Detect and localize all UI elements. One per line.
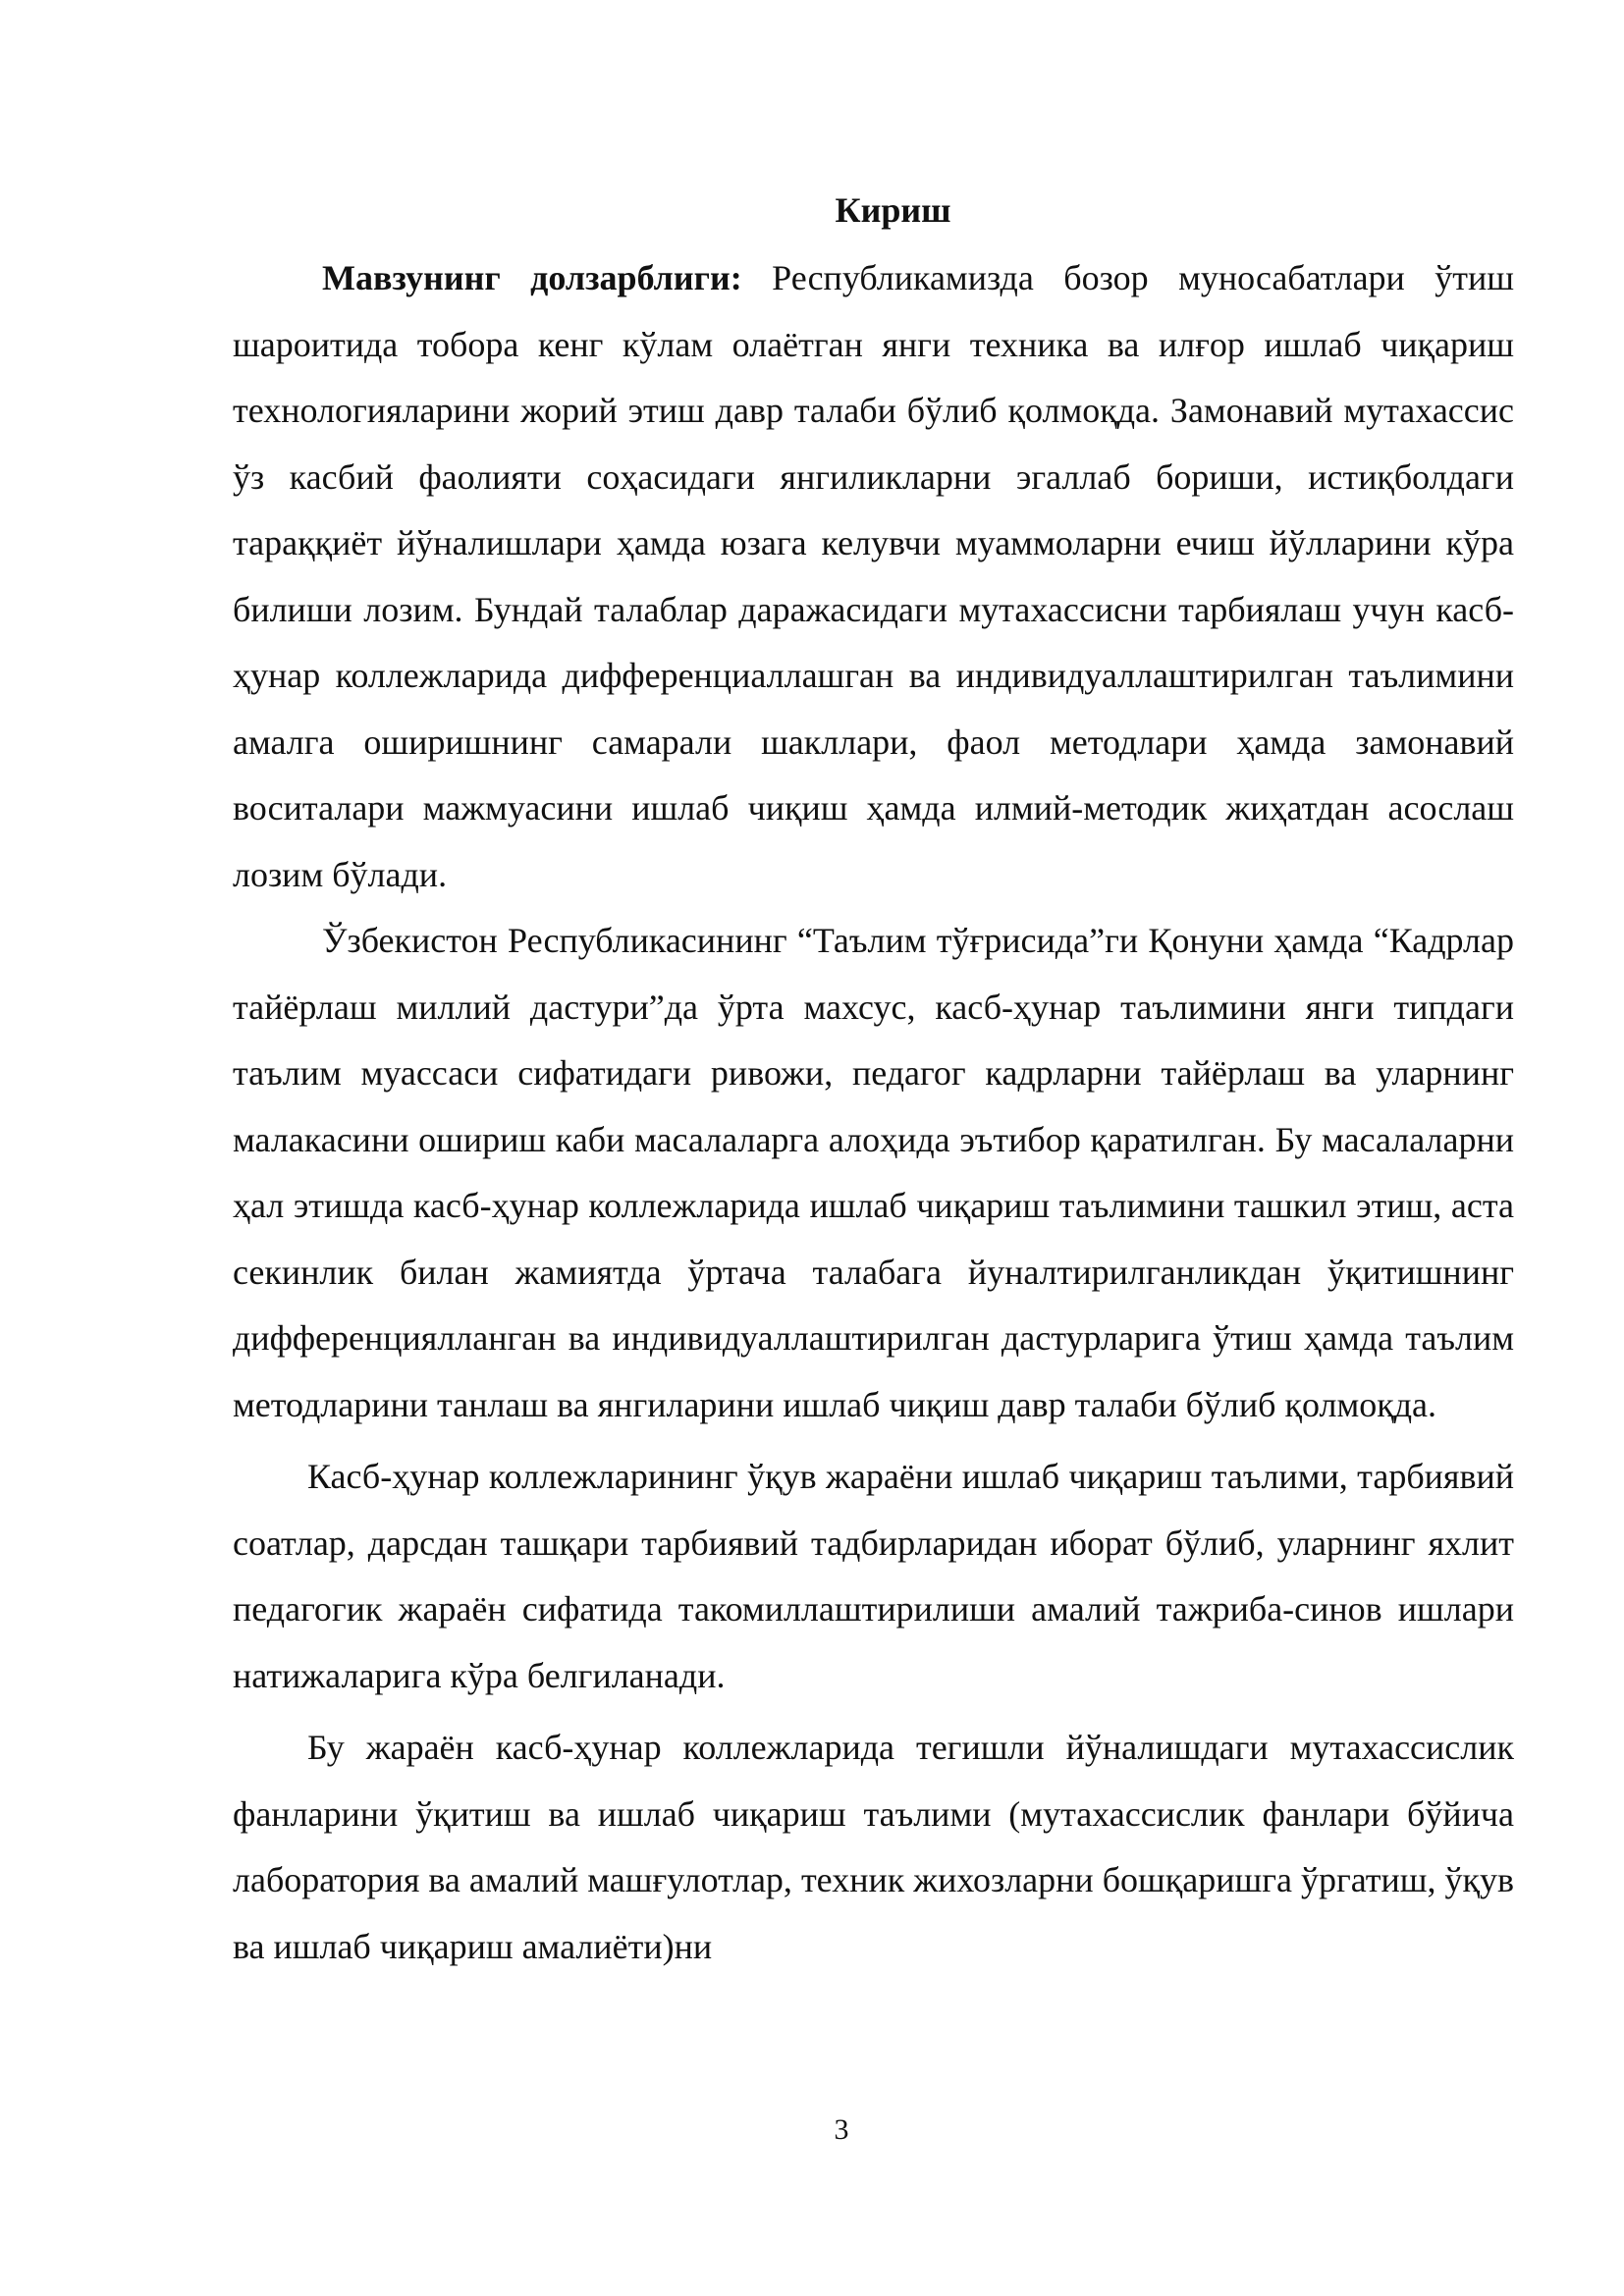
paragraph-text: Республикамизда бозор муносабатлари ўтиш шароитида тобора кенг кўлам олаётган янги техника ва илғор ишлаб чиқариш технологияларини жорий этиш давр талаби бўлиб қолмоқда. Замонавий мутахассис ўз касбий фаолияти соҳасидаги янгиликларни эгаллаб бориши, истиқболдаги тараққиёт йўналишлари ҳамда юзага келувчи муаммоларни ечиш йўлларини кўра билиши лозим. Бундай талаблар даражасидаги мутахассисни тарбиялаш учун касб-ҳунар коллежларида дифференциаллашган ва индивидуаллаштирилган таълимини амалга оширишнинг самарали шакллари, фаол методлари ҳамда замонавий воситалари мажмуасини ишлаб чиқиш ҳамда илмий-методик жиҳатдан асослаш лозим бўлади. <box>233 258 1514 894</box>
page-title: Кириш <box>835 190 951 230</box>
paragraph-lead: Мавзунинг долзарблиги: <box>322 258 742 297</box>
paragraph-law: Ўзбекистон Республикасининг “Таълим тўғрисида”ги Қонуни ҳамда “Кадрлар тайёрлаш миллий дастури”да ўрта махсус, касб-ҳунар таълимини янги типдаги таълим муассаси сифатидаги ривожи, педагог кадрларни тайёрлаш ва уларнинг малакасини ошириш каби масалаларга алоҳида эътибор қаратилган. Бу масалаларни ҳал этишда касб-ҳунар коллежларида ишлаб чиқариш таълимини ташкил этиш, аста секинлик билан жамиятда ўртача талабага йуналтирилганликдан ўқитишнинг дифференциялланган ва индивидуаллаштирилган дастурларига ўтиш ҳамда таълим методларини танлаш ва янгиларини ишлаб чиқиш давр талаби бўлиб қолмоқда. <box>233 921 1514 1424</box>
page-number: 3 <box>834 2113 849 2146</box>
paragraph-process-details: Бу жараён касб-ҳунар коллежларида тегишли йўналишдаги мутахассислик фанларини ўқитиш ва ишлаб чиқариш таълими (мутахассислик фанлари бўйича лаборатория ва амалий машғулотлар, техник жихозларни бошқаришга ўргатиш, ўқув ва ишлаб чиқариш амалиёти)ни <box>233 1728 1514 1966</box>
document-body <box>233 185 1514 1980</box>
paragraph-learning-process: Касб-ҳунар коллежларининг ўқув жараёни ишлаб чиқариш таълими, тарбиявий соатлар, дарсдан ташқари тарбиявий тадбирларидан иборат бўлиб, уларнинг яхлит педагогик жараён сифатида такомиллаштирилиши амалий тажриба-синов ишлари натижаларига кўра белгиланади. <box>233 1457 1514 1695</box>
paragraph-relevance <box>233 245 1514 908</box>
